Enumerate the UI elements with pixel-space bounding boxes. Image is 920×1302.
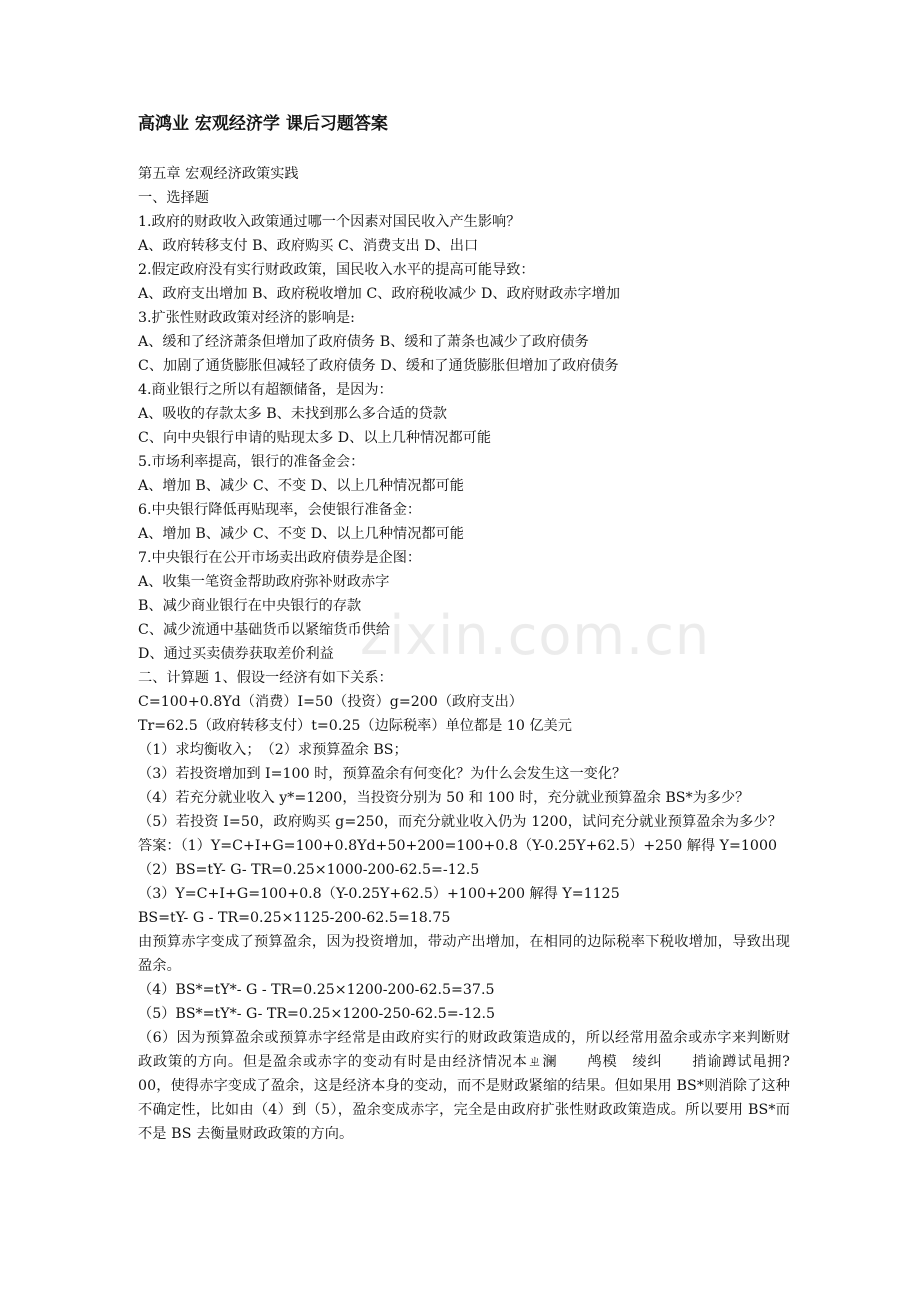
question-7-option-d: D、通过买卖债券获取差价利益 — [138, 646, 334, 662]
answer-line-5: （4）BS*=tY*- G - TR=0.25×1200-200-62.5=37.5 — [138, 982, 495, 998]
question-7-option-b: B、减少商业银行在中央银行的存款 — [138, 598, 362, 614]
question-7-option-a: A、收集一笔资金帮助政府弥补财政赤字 — [138, 574, 390, 590]
question-2-options: A、政府支出增加 B、政府税收增加 C、政府税收减少 D、政府财政赤字增加 — [138, 286, 621, 302]
question-7-option-c: C、减少流通中基础货币以紧缩货币供给 — [138, 622, 391, 638]
calc-line-2: Tr=62.5（政府转移支付）t=0.25（边际税率）单位都是 10 亿美元 — [138, 718, 572, 734]
answer-paragraph-6: （6）因为预算盈余或预算赤字经常是由政府实行的财政政策造成的，所以经常用盈余或赤字来判断财政政策的方向。但是盈余或赤字的变动有时是由经济情况本ㄓ澜 鸬模 绫纠 捎谕蹲试黾拥?00，使得赤字变成了盈余，这是经济本身的变动，而不是财政紧缩的结果。但如果用 BS*则消除了这种不确定性，比如由（4）到（5），盈余变成赤字，完全是由政府扩张性财政政策造成。所以要用 BS*而不是 BS 去衡量财政政策的方向。 — [138, 1030, 790, 1142]
question-7: 7.中央银行在公开市场卖出政府债券是企图： — [138, 550, 422, 566]
answer-line-2: （2）BS=tY- G- TR=0.25×1000-200-62.5=-12.5 — [138, 862, 480, 878]
document-page — [138, 112, 790, 1146]
question-6-options: A、增加 B、减少 C、不变 D、以上几种情况都可能 — [138, 526, 464, 542]
watermark: zixin.com.cn — [360, 604, 711, 667]
answer-line-4: BS=tY- G - TR=0.25×1125-200-62.5=18.75 — [138, 910, 451, 926]
question-6: 6.中央银行降低再贴现率，会使银行准备金： — [138, 502, 422, 518]
question-5: 5.市场利率提高，银行的准备金会： — [138, 454, 365, 470]
question-3: 3.扩张性财政政策对经济的影响是: — [138, 310, 355, 326]
answer-line-3: （3）Y=C+I+G=100+0.8（Y-0.25Y+62.5）+100+200 解得 Y=1125 — [138, 886, 620, 902]
calc-line-4: （3）若投资增加到 I=100 时，预算盈余有何变化？为什么会发生这一变化？ — [138, 766, 627, 782]
calc-question-5: （5）若投资 I=50，政府购买 g=250，而充分就业收入仍为 1200，试问充分就业预算盈余为多少？ — [138, 814, 783, 830]
question-3-options-ab: A、缓和了经济萧条但增加了政府债务 B、缓和了萧条也减少了政府债务 — [138, 334, 589, 350]
question-3-options-cd: C、加剧了通货膨胀但减轻了政府债务 D、缓和了通货膨胀但增加了政府债务 — [138, 358, 619, 374]
chapter-heading: 第五章 宏观经济政策实践 — [138, 166, 299, 182]
calc-line-3: （1）求均衡收入； （2）求预算盈余 BS； — [138, 742, 408, 758]
answer-explanation-3: 由预算赤字变成了预算盈余，因为投资增加，带动产出增加，在相同的边际税率下税收增加，导致出现盈余。 — [138, 934, 790, 974]
question-1-options: A、政府转移支付 B、政府购买 C、消费支出 D、出口 — [138, 238, 479, 254]
question-4: 4.商业银行之所以有超额储备，是因为： — [138, 382, 393, 398]
document-title: 高鸿业 宏观经济学 课后习题答案 — [138, 114, 388, 134]
question-4-options-ab: A、吸收的存款太多 B、未找到那么多合适的贷款 — [138, 406, 447, 422]
answer-line-6: （5）BS*=tY*- G- TR=0.25×1200-250-62.5=-12.5 — [138, 1006, 496, 1022]
calc-line-1: C=100+0.8Yd（消费）I=50（投资）g=200（政府支出） — [138, 694, 523, 710]
section-heading-choice: 一、选择题 — [138, 190, 209, 206]
question-2: 2.假定政府没有实行财政政策，国民收入水平的提高可能导致： — [138, 262, 535, 278]
answer-line-1: 答案：（1）Y=C+I+G=100+0.8Yd+50+200=100+0.8（Y-0.25Y+62.5）+250 解得 Y=1000 — [138, 838, 778, 854]
question-5-options: A、增加 B、减少 C、不变 D、以上几种情况都可能 — [138, 478, 464, 494]
question-4-options-cd: C、向中央银行申请的贴现太多 D、以上几种情况都可能 — [138, 430, 492, 446]
calc-line-5: （4）若充分就业收入 y*=1200，当投资分别为 50 和 100 时，充分就业预算盈余 BS*为多少？ — [138, 790, 750, 806]
question-1: 1.政府的财政收入政策通过哪一个因素对国民收入产生影响？ — [138, 214, 521, 230]
section-heading-calculation: 二、计算题 1、假设一经济有如下关系： — [138, 670, 393, 686]
